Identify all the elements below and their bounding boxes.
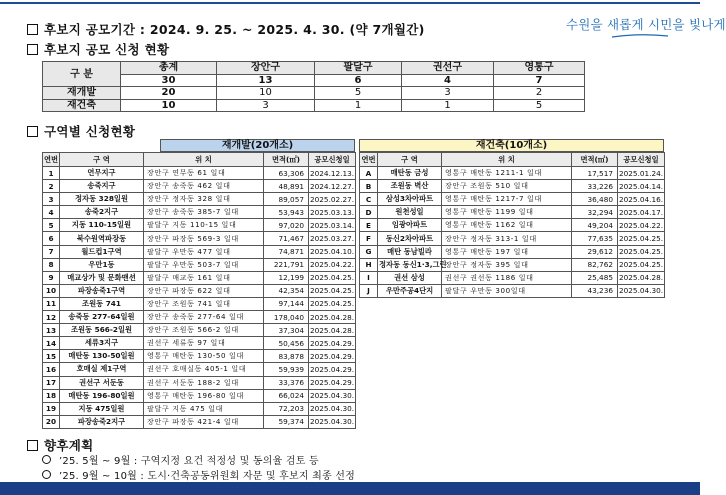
- row-date: 2025.04.30.: [309, 389, 356, 402]
- row-date: 2025.02.27.: [309, 193, 356, 206]
- summary-total-cell: 7: [494, 74, 585, 87]
- top-divider: [0, 2, 700, 4]
- circle-bullet-icon: [42, 455, 51, 464]
- row-area-name: 조원동 벽산: [378, 180, 442, 193]
- row-location: 팔달구 우만동 300일대: [442, 284, 572, 297]
- summary-total-cell: 30: [121, 74, 217, 87]
- row-no: 20: [43, 415, 60, 428]
- row-area-name: 연무지구: [60, 167, 144, 180]
- row-no: 16: [43, 363, 60, 376]
- summary-col-header: 팔달구: [315, 62, 402, 75]
- row-location: 장안구 정자동 313-1 일대: [442, 232, 572, 245]
- row-size: 36,480: [572, 193, 618, 206]
- row-size: 59,939: [264, 363, 309, 376]
- row-size: 178,040: [264, 311, 309, 324]
- row-location: 권선구 권선동 1186 일대: [442, 271, 572, 284]
- col-header-no: 연번: [43, 153, 60, 167]
- summary-total-cell: 13: [217, 74, 315, 87]
- row-location: 권선구 세류동 97 일대: [144, 337, 264, 350]
- table-row: [43, 350, 356, 363]
- section-period: [27, 20, 425, 38]
- row-area-name: 송죽2지구: [60, 206, 144, 219]
- row-date: 2025.04.25.: [309, 271, 356, 284]
- row-location: 팔달구 매교동 161 일대: [144, 271, 264, 284]
- row-date: 2025.04.29.: [309, 350, 356, 363]
- square-bullet-icon: [27, 440, 38, 451]
- row-date: 2025.04.28.: [309, 324, 356, 337]
- row-date: 2025.04.16.: [618, 193, 665, 206]
- summary-col-header: 권선구: [402, 62, 494, 75]
- footer-bar: [0, 482, 700, 495]
- table-row: [43, 324, 356, 337]
- row-location: 장안구 송죽동 462 일대: [144, 180, 264, 193]
- table-row: [43, 389, 356, 402]
- table-row: [43, 219, 356, 232]
- row-location: 팔달구 지동 110-15 일대: [144, 219, 264, 232]
- row-area-name: 동신2차아파트: [378, 232, 442, 245]
- row-no: 14: [43, 337, 60, 350]
- row-location: 권선구 호매실동 405-1 일대: [144, 363, 264, 376]
- row-area-name: 매탄동 196-80일원: [60, 389, 144, 402]
- row-size: 72,203: [264, 402, 309, 415]
- row-date: 2025.04.29.: [309, 376, 356, 389]
- row-size: 97,020: [264, 219, 309, 232]
- row-date: 2025.04.28.: [618, 271, 665, 284]
- row-size: 48,891: [264, 180, 309, 193]
- summary-cell: 5: [494, 99, 585, 112]
- table-row: [43, 193, 356, 206]
- table-row: [43, 271, 356, 284]
- row-location: 영통구 매탄동 197 일대: [442, 245, 572, 258]
- square-bullet-icon: [27, 126, 38, 137]
- table-row: [360, 258, 665, 271]
- row-size: 32,294: [572, 206, 618, 219]
- summary-col-header: 총계: [121, 62, 217, 75]
- row-date: 2025.04.29.: [309, 337, 356, 350]
- row-location: 팔달구 우만동 503-7 일대: [144, 258, 264, 271]
- col-header-size: 면적(㎡): [264, 153, 309, 167]
- city-logo: [566, 15, 726, 45]
- table-row: [360, 271, 665, 284]
- table-row: [43, 363, 356, 376]
- col-header-location: 위 치: [442, 153, 572, 167]
- col-header-size: 면적(㎡): [572, 153, 618, 167]
- summary-col-header: 영통구: [494, 62, 585, 75]
- row-date: 2025.01.24.: [618, 167, 665, 180]
- col-header-date: 공모신청일: [309, 153, 356, 167]
- summary-table: [42, 61, 585, 112]
- row-location: 영통구 매탄동 196-80 일대: [144, 389, 264, 402]
- square-bullet-icon: [27, 24, 38, 35]
- col-header-area-name: 구 역: [378, 153, 442, 167]
- row-no: 15: [43, 350, 60, 363]
- table-row: [43, 337, 356, 350]
- row-no: F: [360, 232, 378, 245]
- table-row: [360, 219, 665, 232]
- row-area-name: 조원동 566-2일원: [60, 324, 144, 337]
- row-area-name: 임광아파트: [378, 219, 442, 232]
- row-size: 59,374: [264, 415, 309, 428]
- row-date: 2025.04.25.: [309, 297, 356, 310]
- row-size: 50,456: [264, 337, 309, 350]
- summary-cell: 1: [315, 99, 402, 112]
- table-row: [360, 232, 665, 245]
- row-size: 71,467: [264, 232, 309, 245]
- plan-title: 향후계획: [44, 438, 94, 453]
- row-area-name: 지동 110-15일원: [60, 219, 144, 232]
- row-size: 17,517: [572, 167, 618, 180]
- row-date: 2025.04.25.: [618, 245, 665, 258]
- table-row: [43, 258, 356, 271]
- table-row: [43, 180, 356, 193]
- table-row: [360, 284, 665, 297]
- row-date: 2024.12.27.: [309, 180, 356, 193]
- row-area-name: 우만1동: [60, 258, 144, 271]
- row-location: 장안구 정자동 328 일대: [144, 193, 264, 206]
- row-location: 팔달구 지동 475 일대: [144, 402, 264, 415]
- row-no: H: [360, 258, 378, 271]
- summary-cell: 2: [494, 87, 585, 100]
- row-area-name: 월드컵1구역: [60, 245, 144, 258]
- plan-item-text: ’25. 9월 ~ 10월 : 도시·건축공동위원회 자문 및 후보지 최종 선정: [59, 471, 355, 482]
- row-size: 29,612: [572, 245, 618, 258]
- row-date: 2024.12.13.: [309, 167, 356, 180]
- section-status: [27, 40, 169, 58]
- summary-row-label: 재건축: [43, 99, 121, 112]
- row-area-name: 삼성3차아파트: [378, 193, 442, 206]
- row-area-name: 권선구 서둔동: [60, 376, 144, 389]
- row-size: 97,144: [264, 297, 309, 310]
- summary-cell: 20: [121, 87, 217, 100]
- table-row: [43, 284, 356, 297]
- row-size: 12,199: [264, 271, 309, 284]
- row-area-name: 조원동 741: [60, 297, 144, 310]
- row-size: 43,236: [572, 284, 618, 297]
- row-date: 2025.04.28.: [309, 311, 356, 324]
- row-size: 63,306: [264, 167, 309, 180]
- summary-cell: 3: [217, 99, 315, 112]
- row-date: 2025.03.13.: [309, 206, 356, 219]
- summary-cell: 5: [315, 87, 402, 100]
- row-location: 장안구 송죽동 277-64 일대: [144, 311, 264, 324]
- table-row: [43, 167, 356, 180]
- row-area-name: 정자동 328일원: [60, 193, 144, 206]
- row-area-name: 우만주공4단지: [378, 284, 442, 297]
- plan-item: [42, 452, 319, 467]
- row-location: 장안구 파장동 622 일대: [144, 284, 264, 297]
- row-location: 영통구 매탄동 1162 일대: [442, 219, 572, 232]
- row-location: 장안구 파장동 421-4 일대: [144, 415, 264, 428]
- redevelopment-title: 재개발(20개소): [160, 139, 355, 152]
- row-location: 장안구 파장동 569-3 일대: [144, 232, 264, 245]
- row-size: 83,878: [264, 350, 309, 363]
- row-no: 8: [43, 258, 60, 271]
- summary-row-label: 재개발: [43, 87, 121, 100]
- row-no: 18: [43, 389, 60, 402]
- row-location: 장안구 조원동 510 일대: [442, 180, 572, 193]
- circle-bullet-icon: [42, 470, 51, 479]
- plan-item: [42, 467, 355, 482]
- row-area-name: 권선 삼성: [378, 271, 442, 284]
- summary-cell: 3: [402, 87, 494, 100]
- row-area-name: 매교상가 및 문화맨션: [60, 271, 144, 284]
- period-text: 후보지 공모기간 : 2024. 9. 25. ~ 2025. 4. 30. (약 7개월간): [44, 22, 425, 37]
- summary-cell: 10: [121, 99, 217, 112]
- row-no: B: [360, 180, 378, 193]
- row-date: 2025.04.30.: [618, 284, 665, 297]
- row-date: 2025.04.22.: [309, 258, 356, 271]
- row-no: G: [360, 245, 378, 258]
- row-date: 2025.03.14.: [309, 219, 356, 232]
- row-no: D: [360, 206, 378, 219]
- section-district: [27, 122, 135, 140]
- reconstruction-title: 재건축(10개소): [359, 139, 664, 152]
- col-header-no: 연번: [360, 153, 378, 167]
- row-location: 영통구 매탄동 130-50 일대: [144, 350, 264, 363]
- row-area-name: 지동 475일원: [60, 402, 144, 415]
- row-location: 장안구 조원동 566-2 일대: [144, 324, 264, 337]
- summary-cell: 1: [402, 99, 494, 112]
- row-no: C: [360, 193, 378, 206]
- row-no: 17: [43, 376, 60, 389]
- row-no: 10: [43, 284, 60, 297]
- row-no: 19: [43, 402, 60, 415]
- summary-label-header: 구 분: [43, 62, 121, 87]
- table-row: [360, 180, 665, 193]
- table-row: [360, 167, 665, 180]
- table-row: [43, 297, 356, 310]
- row-no: 3: [43, 193, 60, 206]
- logo-swoosh-icon: [610, 32, 670, 40]
- row-area-name: 북수원역파장동: [60, 232, 144, 245]
- row-area-name: 파장송죽2지구: [60, 415, 144, 428]
- row-no: 9: [43, 271, 60, 284]
- summary-cell: 10: [217, 87, 315, 100]
- table-row: [360, 245, 665, 258]
- row-no: 11: [43, 297, 60, 310]
- logo-slogan: 수원을 새롭게 시민을 빛나게: [566, 17, 726, 32]
- row-no: 12: [43, 311, 60, 324]
- row-size: 53,943: [264, 206, 309, 219]
- table-row: [43, 206, 356, 219]
- reconstruction-table: [359, 152, 665, 298]
- row-size: 42,354: [264, 284, 309, 297]
- row-no: A: [360, 167, 378, 180]
- status-title: 후보지 공모 신청 현황: [44, 42, 170, 57]
- row-area-name: 원천성일: [378, 206, 442, 219]
- row-location: 권선구 서둔동 188-2 일대: [144, 376, 264, 389]
- row-date: 2025.03.27.: [309, 232, 356, 245]
- row-location: 영통구 매탄동 1211-1 일대: [442, 167, 572, 180]
- row-date: 2025.04.25.: [618, 232, 665, 245]
- row-no: I: [360, 271, 378, 284]
- row-size: 74,871: [264, 245, 309, 258]
- row-location: 팔달구 우만동 477 일대: [144, 245, 264, 258]
- row-date: 2025.04.25.: [309, 284, 356, 297]
- row-date: 2025.04.10.: [309, 245, 356, 258]
- row-area-name: 매탄동 130-50일원: [60, 350, 144, 363]
- summary-col-header: 장안구: [217, 62, 315, 75]
- row-date: 2025.04.29.: [309, 363, 356, 376]
- row-location: 장안구 연무동 61 일대: [144, 167, 264, 180]
- row-size: 66,024: [264, 389, 309, 402]
- table-row: [360, 206, 665, 219]
- row-size: 49,204: [572, 219, 618, 232]
- row-location: 장안구 조원동 741 일대: [144, 297, 264, 310]
- row-date: 2025.04.22.: [618, 219, 665, 232]
- row-size: 37,304: [264, 324, 309, 337]
- row-no: 1: [43, 167, 60, 180]
- row-size: 33,226: [572, 180, 618, 193]
- row-area-name: 정자동 동신1·3,그린: [378, 258, 442, 271]
- row-location: 장안구 송죽동 385-7 일대: [144, 206, 264, 219]
- row-date: 2025.04.30.: [309, 415, 356, 428]
- redevelopment-table: [42, 152, 356, 429]
- row-area-name: 세류3지구: [60, 337, 144, 350]
- row-area-name: 송죽지구: [60, 180, 144, 193]
- summary-total-cell: 6: [315, 74, 402, 87]
- row-no: E: [360, 219, 378, 232]
- summary-total-cell: 4: [402, 74, 494, 87]
- plan-item-text: ’25. 5월 ~ 9월 : 구역지정 요건 적정성 및 동의율 검토 등: [59, 456, 319, 467]
- row-area-name: 매탄 동남빌라: [378, 245, 442, 258]
- row-size: 25,485: [572, 271, 618, 284]
- col-header-date: 공모신청일: [618, 153, 665, 167]
- col-header-location: 위 치: [144, 153, 264, 167]
- row-location: 영통구 매탄동 1199 일대: [442, 206, 572, 219]
- square-bullet-icon: [27, 44, 38, 55]
- table-row: [43, 232, 356, 245]
- row-area-name: 매탄동 금성: [378, 167, 442, 180]
- table-row: [43, 245, 356, 258]
- table-row: [43, 415, 356, 428]
- row-no: 6: [43, 232, 60, 245]
- table-row: [360, 193, 665, 206]
- row-location: 영통구 매탄동 1217-7 일대: [442, 193, 572, 206]
- row-size: 89,057: [264, 193, 309, 206]
- row-area-name: 송죽동 277-64일원: [60, 311, 144, 324]
- table-row: [43, 376, 356, 389]
- row-size: 221,791: [264, 258, 309, 271]
- table-row: [43, 402, 356, 415]
- row-date: 2025.04.17.: [618, 206, 665, 219]
- row-no: 7: [43, 245, 60, 258]
- row-size: 82,762: [572, 258, 618, 271]
- row-date: 2025.04.30.: [309, 402, 356, 415]
- row-area-name: 파장송죽1구역: [60, 284, 144, 297]
- row-date: 2025.04.25.: [618, 258, 665, 271]
- row-size: 77,635: [572, 232, 618, 245]
- table-row: [43, 311, 356, 324]
- row-no: 5: [43, 219, 60, 232]
- row-no: J: [360, 284, 378, 297]
- row-no: 13: [43, 324, 60, 337]
- row-area-name: 호매실 제1구역: [60, 363, 144, 376]
- row-no: 2: [43, 180, 60, 193]
- row-location: 장안구 정자동 395 일대: [442, 258, 572, 271]
- col-header-area-name: 구 역: [60, 153, 144, 167]
- row-date: 2025.04.14.: [618, 180, 665, 193]
- row-no: 4: [43, 206, 60, 219]
- row-size: 33,376: [264, 376, 309, 389]
- district-title: 구역별 신청현황: [44, 124, 136, 139]
